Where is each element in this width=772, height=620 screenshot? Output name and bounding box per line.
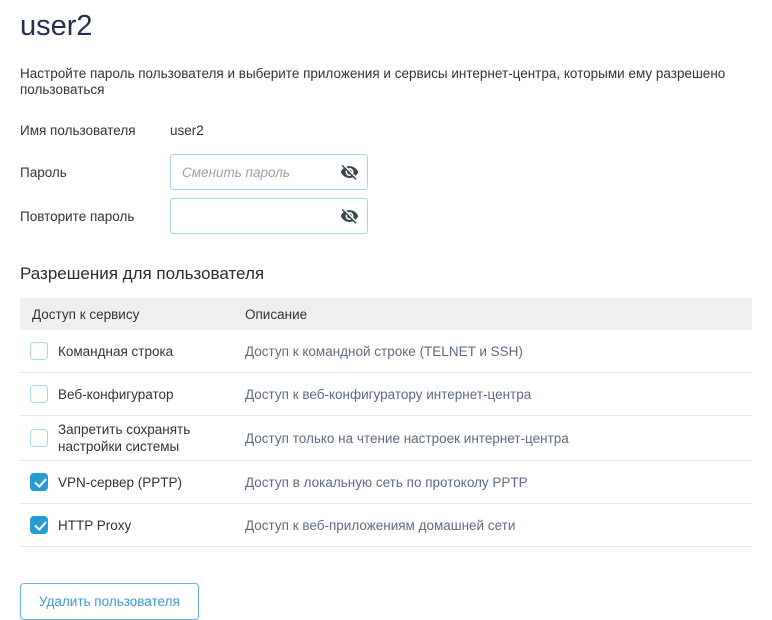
username-label: Имя пользователя bbox=[20, 122, 136, 138]
service-description: Доступ к командной строке (TELNET и SSH) bbox=[245, 343, 523, 359]
password-label: Пароль bbox=[20, 164, 67, 180]
service-cell bbox=[30, 473, 245, 491]
password-row bbox=[20, 154, 752, 190]
page-description: Настройте пароль пользователя и выберите приложения и сервисы интернет-центра, которыми ему разрешено пользоваться bbox=[20, 66, 726, 97]
eye-off-icon bbox=[340, 163, 359, 182]
service-description: Доступ к веб-конфигуратору интернет-центра bbox=[245, 386, 532, 402]
password-visibility-toggle[interactable] bbox=[338, 161, 361, 184]
service-label: Командная строка bbox=[58, 343, 174, 359]
password-repeat-label: Повторите пароль bbox=[20, 208, 135, 224]
password-repeat-row bbox=[20, 198, 752, 234]
checkbox-http-proxy[interactable] bbox=[30, 516, 48, 534]
checkbox-web-configurator[interactable] bbox=[30, 385, 48, 403]
table-row-vpn-pptp bbox=[20, 461, 752, 504]
table-row-command-line bbox=[20, 330, 752, 373]
password-input-wrap bbox=[170, 154, 368, 190]
service-label: Веб-конфигуратор bbox=[58, 386, 174, 402]
user-form bbox=[20, 120, 752, 234]
service-label: HTTP Proxy bbox=[58, 517, 132, 533]
table-row-http-proxy bbox=[20, 504, 752, 547]
service-label: Запретить сохранять настройки системы bbox=[58, 422, 191, 454]
service-description: Доступ к веб-приложениям домашней сети bbox=[245, 517, 516, 533]
permissions-heading: Разрешения для пользователя bbox=[20, 264, 265, 283]
username-row bbox=[20, 120, 752, 140]
password-repeat-input-wrap bbox=[170, 198, 368, 234]
checkbox-command-line[interactable] bbox=[30, 342, 48, 360]
column-header-service: Доступ к сервису bbox=[32, 306, 140, 322]
service-cell bbox=[30, 385, 245, 403]
password-repeat-visibility-toggle[interactable] bbox=[338, 205, 361, 228]
service-cell bbox=[30, 342, 245, 360]
permissions-table-header bbox=[20, 298, 752, 330]
username-value: user2 bbox=[170, 122, 204, 138]
service-description: Доступ только на чтение настроек интернет-центра bbox=[245, 430, 569, 446]
column-header-description: Описание bbox=[245, 306, 308, 322]
permissions-table bbox=[20, 298, 752, 547]
page-title: user2 bbox=[20, 10, 93, 42]
service-cell bbox=[30, 516, 245, 534]
service-label: VPN-сервер (PPTP) bbox=[58, 474, 183, 490]
delete-user-button[interactable]: Удалить пользователя bbox=[20, 583, 199, 620]
eye-off-icon bbox=[340, 207, 359, 226]
page-footer bbox=[20, 583, 752, 620]
service-cell bbox=[30, 421, 245, 455]
table-row-web-configurator bbox=[20, 373, 752, 416]
checkbox-vpn-pptp[interactable] bbox=[30, 473, 48, 491]
service-description: Доступ в локальную сеть по протоколу PPTP bbox=[245, 474, 528, 490]
table-row-readonly-settings bbox=[20, 416, 752, 461]
checkbox-readonly-settings[interactable] bbox=[30, 429, 48, 447]
